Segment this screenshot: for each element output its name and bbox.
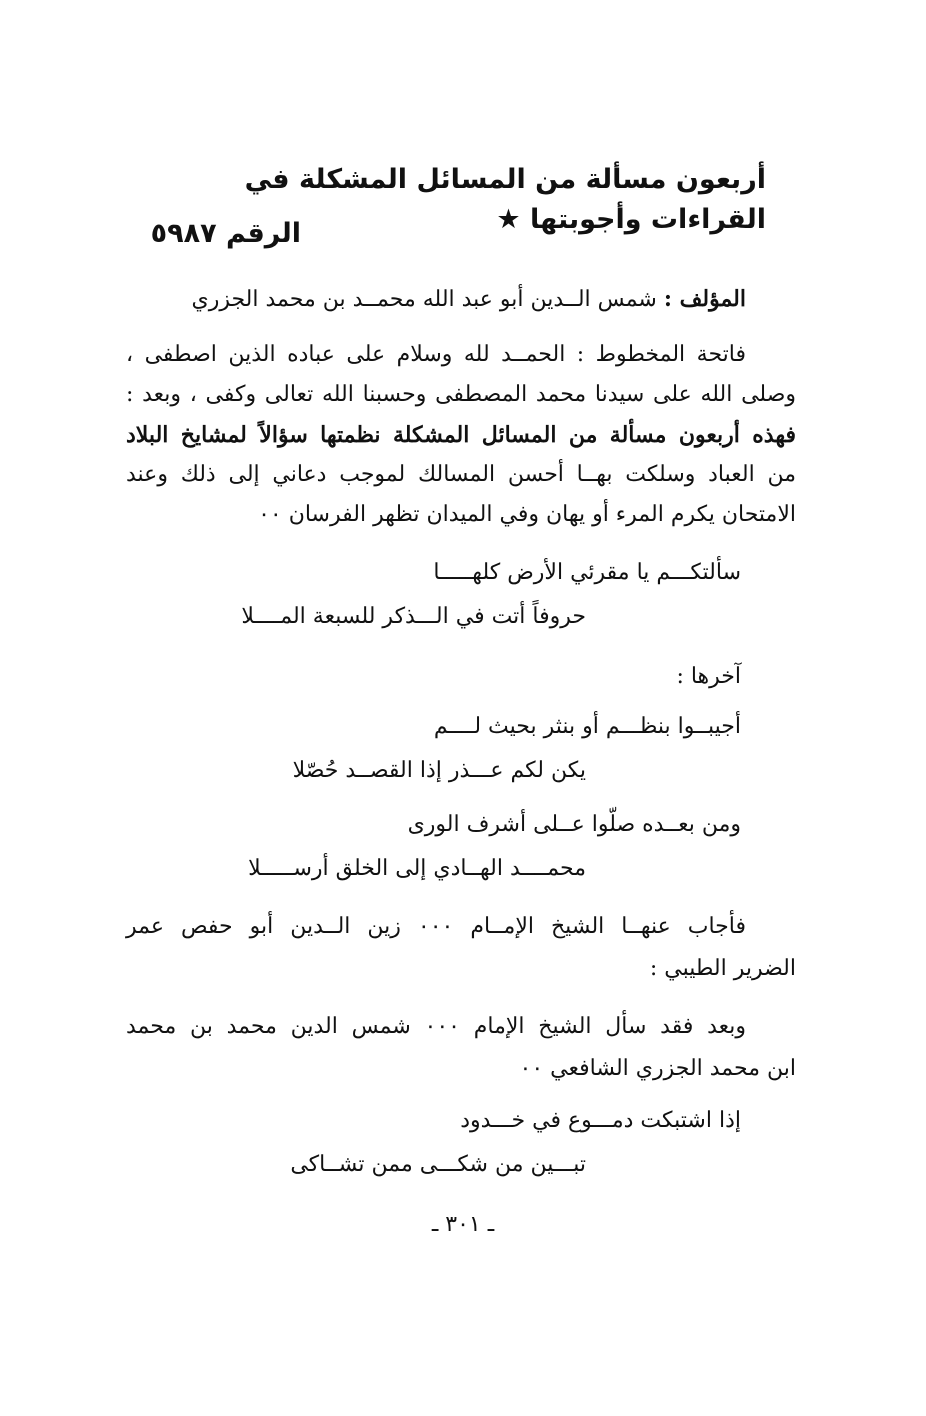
verse-b-second-hemistich: تبـــين من شكـــى ممن تشــاكى: [290, 1152, 586, 1177]
opening-line-1: فاتحة المخطوط : الحمــد لله وسلام على عباده الذين اصطفى ،: [126, 342, 746, 367]
ending-label: آخرها :: [676, 664, 741, 689]
catalog-number: الرقم ٥٩٨٧: [150, 218, 301, 249]
ending-verse2-first: ومن بعــده صلّوا عــلى أشرف الورى: [407, 812, 741, 837]
opening-line-4: من العباد وسلكت بهــا أحسن المسالك لموجب دعاني إلى ذلك وعند: [126, 462, 796, 487]
author-label: المؤلف :: [663, 286, 746, 312]
author-line: [126, 282, 746, 317]
verse-a-second-hemistich: حروفاً أتت في الـــذكر للسبعة المــــلا: [241, 604, 586, 629]
ending-verse2-second: محمــــد الهــادي إلى الخلق أرســـــلا: [248, 856, 586, 881]
document-title: أربعون مسألة من المسائل المشكلة في القراءات وأجوبتها ★: [244, 164, 766, 235]
answer-line-2: الضرير الطيبي :: [649, 956, 796, 981]
author-name: شمس الــدين أبو عبد الله محمــد بن محمد الجزري: [191, 287, 657, 312]
opening-line-2: وصلى الله على سيدنا محمد المصطفى وحسبنا الله تعالى وكفى ، وبعد :: [126, 382, 796, 407]
ending-verse1-first: أجيبــوا بنظـــم أو بنثر بحيث لــــم: [433, 714, 741, 739]
page-number: ـ ٣٠١ ـ: [431, 1212, 495, 1237]
answer-line-1: فأجاب عنهــا الشيخ الإمــام ٠٠٠ زين الــدين أبو حفص عمر: [126, 914, 746, 939]
opening-line-3: فهذه أربعون مسألة من المسائل المشكلة نظمتها سؤالاً لمشايخ البلاد: [126, 422, 796, 448]
opening-line-5: الامتحان يكرم المرء أو يهان وفي الميدان تظهر الفرسان ٠٠: [258, 502, 796, 527]
answer-opening-line-2: ابن محمد الجزري الشافعي ٠٠: [519, 1056, 796, 1081]
verse-a-first-hemistich: سألتكـــم يا مقرئي الأرض كلهـــــا: [433, 560, 741, 585]
verse-b-first-hemistich: إذا اشتبكت دمـــوع في خـــدود: [460, 1108, 741, 1133]
answer-opening-line-1: وبعد فقد سأل الشيخ الإمام ٠٠٠ شمس الدين محمد بن محمد: [126, 1014, 746, 1039]
ending-verse1-second: يكن لكم عـــذر إذا القصــد حُصّلا: [292, 758, 586, 783]
